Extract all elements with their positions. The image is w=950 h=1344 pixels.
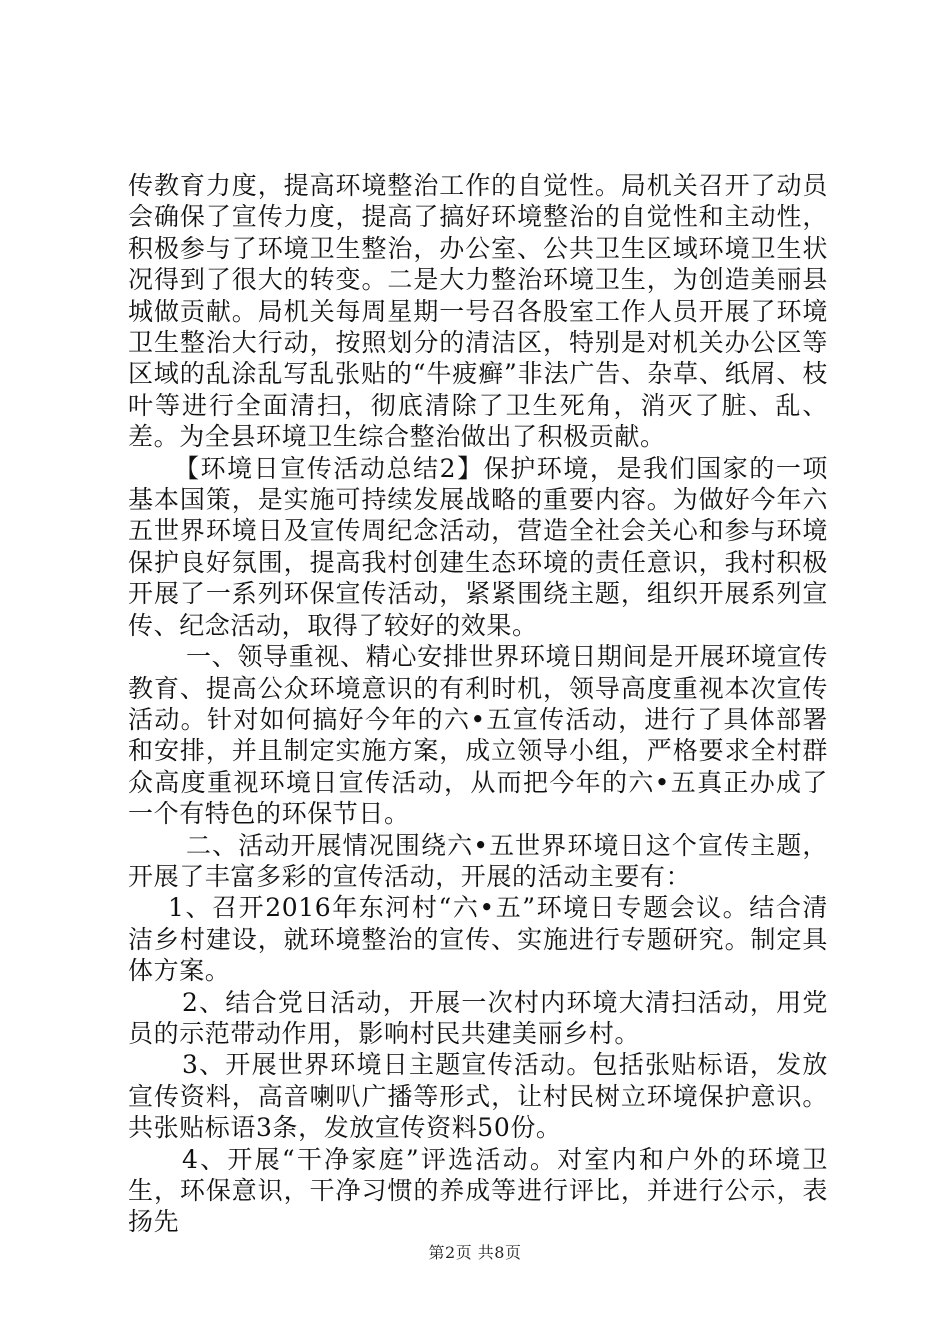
list-item-4: 4、开展“干净家庭”评选活动。对室内和户外的环境卫生，环保意识，干净习惯的养成等进行评比，并进行公示，表扬先 bbox=[128, 1144, 828, 1237]
paragraph-leadership: 一、领导重视、精心安排世界环境日期间是开展环境宣传教育、提高公众环境意识的有利时机，领导高度重视本次宣传活动。针对如何搞好今年的六•五宣传活动，进行了具体部署和安排，并且制定实施方案，成立领导小组，严格要求全村群众高度重视环境日宣传活动，从而把今年的六•五真正办成了一个有特色的环保节日。 bbox=[128, 642, 828, 829]
paragraph-activities: 二、活动开展情况围绕六•五世界环境日这个宣传主题，开展了丰富多彩的宣传活动，开展的活动主要有： bbox=[128, 830, 828, 891]
page-number-footer: 第2页 共8页 bbox=[428, 1243, 522, 1262]
paragraph-intro: 传教育力度，提高环境整治工作的自觉性。局机关召开了动员会确保了宣传力度，提高了搞好环境整治的自觉性和主动性，积极参与了环境卫生整治，办公室、公共卫生区域环境卫生状况得到了很大的转变。二是大力整治环境卫生，为创造美丽县城做贡献。局机关每周星期一号召各股室工作人员开展了环境卫生整治大行动，按照划分的清洁区，特别是对机关办公区等区域的乱涂乱写乱张贴的“牛疲癣”非法广告、杂草、纸屑、枝叶等进行全面清扫，彻底清除了卫生死角，消灭了脏、乱、差。为全县环境卫生综合整治做出了积极贡献。 bbox=[128, 171, 828, 452]
list-item-2: 2、结合党日活动，开展一次村内环境大清扫活动，用党员的示范带动作用，影响村民共建美丽乡村。 bbox=[128, 987, 828, 1048]
document-body bbox=[128, 170, 828, 1238]
list-item-3: 3、开展世界环境日主题宣传活动。包括张贴标语，发放宣传资料，高音喇叭广播等形式，让村民树立环境保护意识。共张贴标语3条，发放宣传资料50份。 bbox=[128, 1050, 828, 1143]
list-item-1: 1、召开2016年东河村“六•五”环境日专题会议。结合清洁乡村建设，就环境整治的宣传、实施进行专题研究。制定具体方案。 bbox=[128, 893, 828, 986]
paragraph-summary-2: 【环境日宣传活动总结2】保护环境，是我们国家的一项基本国策，是实施可持续发展战略的重要内容。为做好今年六五世界环境日及宣传周纪念活动，营造全社会关心和参与环境保护良好氛围，提高我村创建生态环境的责任意识，我村积极开展了一系列环保宣传活动，紧紧围绕主题，组织开展系列宣传、纪念活动，取得了较好的效果。 bbox=[128, 453, 828, 640]
